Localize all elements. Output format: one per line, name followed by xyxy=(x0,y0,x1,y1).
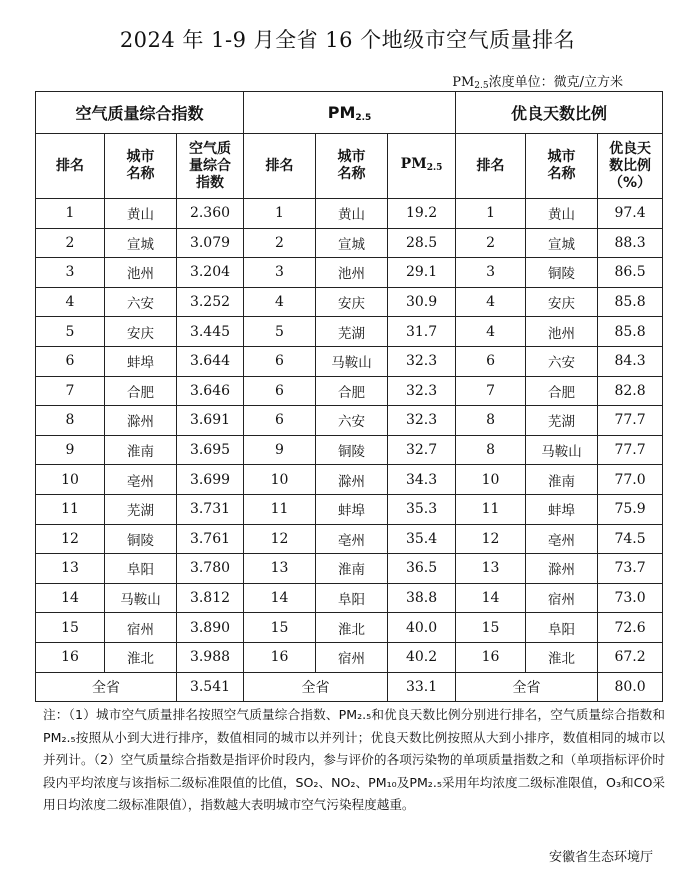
city-aqi: 安庆 xyxy=(105,317,177,347)
city-aqi: 宣城 xyxy=(105,228,177,258)
rank-aqi: 3 xyxy=(36,258,105,288)
rank-good: 10 xyxy=(456,465,526,495)
rank-aqi: 4 xyxy=(36,287,105,317)
header-rank: 排名 xyxy=(244,134,316,199)
city-good: 淮南 xyxy=(526,465,598,495)
rank-good: 2 xyxy=(456,228,526,258)
header-city xyxy=(105,134,177,199)
good-ratio-value: 85.8 xyxy=(598,317,663,347)
city-aqi: 淮南 xyxy=(105,435,177,465)
pm25-value: 34.3 xyxy=(388,465,456,495)
city-aqi: 蚌埠 xyxy=(105,346,177,376)
total-label-pm25: 全省 xyxy=(244,672,388,702)
pm25-value: 35.3 xyxy=(388,494,456,524)
table-row xyxy=(36,524,663,554)
city-pm25: 铜陵 xyxy=(316,435,388,465)
rank-aqi: 6 xyxy=(36,346,105,376)
city-good: 池州 xyxy=(526,317,598,347)
city-pm25: 合肥 xyxy=(316,376,388,406)
rank-good: 8 xyxy=(456,435,526,465)
unit-pm-label: PM xyxy=(452,75,475,90)
rank-aqi: 5 xyxy=(36,317,105,347)
table-row xyxy=(36,406,663,436)
rank-good: 13 xyxy=(456,554,526,584)
rank-aqi: 12 xyxy=(36,524,105,554)
table-row xyxy=(36,317,663,347)
rank-pm25: 6 xyxy=(244,346,316,376)
page-title: 2024 年 1-9 月全省 16 个地级市空气质量排名 xyxy=(119,28,576,52)
good-ratio-value: 84.3 xyxy=(598,346,663,376)
good-ratio-value: 85.8 xyxy=(598,287,663,317)
rank-good: 4 xyxy=(456,287,526,317)
rank-pm25: 4 xyxy=(244,287,316,317)
city-pm25: 滁州 xyxy=(316,465,388,495)
city-pm25: 阜阳 xyxy=(316,583,388,613)
rank-pm25: 11 xyxy=(244,494,316,524)
header-pm-label: PM xyxy=(400,155,427,172)
city-pm25: 六安 xyxy=(316,406,388,436)
city-pm25: 安庆 xyxy=(316,287,388,317)
city-good: 淮北 xyxy=(526,642,598,672)
header-aqi-line1: 空气质 xyxy=(189,140,231,157)
total-aqi-value: 3.541 xyxy=(177,672,244,702)
city-good: 铜陵 xyxy=(526,258,598,288)
aqi-value: 3.252 xyxy=(177,287,244,317)
pm25-value: 40.2 xyxy=(388,642,456,672)
rank-aqi: 2 xyxy=(36,228,105,258)
group-header-aqi: 空气质量综合指数 xyxy=(36,92,244,134)
table-row xyxy=(36,258,663,288)
footnote: 注：（1）城市空气质量排名按照空气质量综合指数、PM₂.₅和优良天数比例分别进行排名，空气质量综合指数和PM₂.₅按照从小到大进行排序，数值相同的城市以并列计；优良天数比例按照从大到小排序，数值相同的城市以并列计。（2）空气质量综合指数是指评价时段内，参与评价的各项污染物的单项质量指数之和（单项指标评价时段内平均浓度与该指标二级标准限值的比值，SO₂、NO₂、PM₁₀及PM₂.₅采用年均浓度二级标准限值，O₃和CO采用日均浓度二级标准限值），指数越大表明城市空气污染程度越重。 xyxy=(43,707,665,812)
aqi-value: 3.699 xyxy=(177,465,244,495)
rank-aqi: 1 xyxy=(36,199,105,229)
pm25-value: 31.7 xyxy=(388,317,456,347)
pm25-value: 30.9 xyxy=(388,287,456,317)
city-pm25: 宿州 xyxy=(316,642,388,672)
header-good-line2: 数比例 xyxy=(609,157,652,174)
aqi-value: 3.761 xyxy=(177,524,244,554)
issuer: 安徽省生态环境厅 xyxy=(548,850,653,865)
rank-pm25: 15 xyxy=(244,613,316,643)
table-row xyxy=(36,613,663,643)
rank-pm25: 10 xyxy=(244,465,316,495)
pm25-value: 32.3 xyxy=(388,406,456,436)
header-city-line2: 名称 xyxy=(337,166,366,182)
city-aqi: 六安 xyxy=(105,287,177,317)
city-good: 六安 xyxy=(526,346,598,376)
city-aqi: 铜陵 xyxy=(105,524,177,554)
rank-pm25: 3 xyxy=(244,258,316,288)
city-aqi: 马鞍山 xyxy=(105,583,177,613)
aqi-value: 3.695 xyxy=(177,435,244,465)
rank-aqi: 11 xyxy=(36,494,105,524)
rank-aqi: 10 xyxy=(36,465,105,495)
city-aqi: 淮北 xyxy=(105,642,177,672)
city-pm25: 淮南 xyxy=(316,554,388,584)
pm25-value: 28.5 xyxy=(388,228,456,258)
table-row xyxy=(36,228,663,258)
pm25-value: 32.7 xyxy=(388,435,456,465)
table-row xyxy=(36,435,663,465)
good-ratio-value: 77.0 xyxy=(598,465,663,495)
rank-aqi: 9 xyxy=(36,435,105,465)
ranking-table xyxy=(35,91,663,702)
rank-aqi: 15 xyxy=(36,613,105,643)
table-row xyxy=(36,346,663,376)
pm25-value: 32.3 xyxy=(388,346,456,376)
city-pm25: 马鞍山 xyxy=(316,346,388,376)
table-row xyxy=(36,199,663,229)
table-row xyxy=(36,287,663,317)
good-ratio-value: 77.7 xyxy=(598,435,663,465)
header-city-line1: 城市 xyxy=(126,149,155,165)
header-city xyxy=(526,134,598,199)
aqi-value: 3.644 xyxy=(177,346,244,376)
unit-text: 浓度单位：微克/立方米 xyxy=(488,75,623,90)
header-city-line2: 名称 xyxy=(126,166,155,182)
rank-good: 12 xyxy=(456,524,526,554)
rank-good: 11 xyxy=(456,494,526,524)
city-pm25: 芜湖 xyxy=(316,317,388,347)
rank-good: 3 xyxy=(456,258,526,288)
city-good: 宣城 xyxy=(526,228,598,258)
rank-good: 4 xyxy=(456,317,526,347)
city-good: 滁州 xyxy=(526,554,598,584)
header-rank: 排名 xyxy=(456,134,526,199)
city-pm25: 蚌埠 xyxy=(316,494,388,524)
aqi-value: 3.890 xyxy=(177,613,244,643)
province-total-row xyxy=(36,672,663,702)
group-pm-label: PM xyxy=(327,102,356,122)
city-good: 宿州 xyxy=(526,583,598,613)
ranking-rows xyxy=(36,199,663,673)
table-row xyxy=(36,376,663,406)
header-city xyxy=(316,134,388,199)
city-good: 安庆 xyxy=(526,287,598,317)
city-aqi: 宿州 xyxy=(105,613,177,643)
aqi-value: 3.731 xyxy=(177,494,244,524)
good-ratio-value: 73.0 xyxy=(598,583,663,613)
city-pm25: 黄山 xyxy=(316,199,388,229)
aqi-value: 3.079 xyxy=(177,228,244,258)
rank-good: 14 xyxy=(456,583,526,613)
aqi-value: 3.780 xyxy=(177,554,244,584)
header-good-ratio xyxy=(598,134,663,199)
pm25-value: 36.5 xyxy=(388,554,456,584)
rank-pm25: 16 xyxy=(244,642,316,672)
city-aqi: 芜湖 xyxy=(105,494,177,524)
group-header-row xyxy=(36,92,663,134)
table-row xyxy=(36,583,663,613)
rank-aqi: 14 xyxy=(36,583,105,613)
rank-aqi: 13 xyxy=(36,554,105,584)
city-aqi: 池州 xyxy=(105,258,177,288)
city-aqi: 黄山 xyxy=(105,199,177,229)
rank-pm25: 6 xyxy=(244,376,316,406)
rank-pm25: 5 xyxy=(244,317,316,347)
rank-aqi: 8 xyxy=(36,406,105,436)
aqi-value: 2.360 xyxy=(177,199,244,229)
rank-good: 6 xyxy=(456,346,526,376)
rank-pm25: 9 xyxy=(244,435,316,465)
rank-pm25: 2 xyxy=(244,228,316,258)
city-good: 阜阳 xyxy=(526,613,598,643)
header-pm25 xyxy=(388,134,456,199)
pm25-value: 40.0 xyxy=(388,613,456,643)
city-good: 马鞍山 xyxy=(526,435,598,465)
total-pm25-value: 33.1 xyxy=(388,672,456,702)
rank-good: 1 xyxy=(456,199,526,229)
good-ratio-value: 86.5 xyxy=(598,258,663,288)
city-good: 蚌埠 xyxy=(526,494,598,524)
pm25-value: 19.2 xyxy=(388,199,456,229)
header-aqi-line2: 量综合 xyxy=(189,157,231,174)
header-city-line1: 城市 xyxy=(337,149,366,165)
good-ratio-value: 77.7 xyxy=(598,406,663,436)
rank-aqi: 7 xyxy=(36,376,105,406)
city-good: 合肥 xyxy=(526,376,598,406)
table-row xyxy=(36,465,663,495)
pm25-value: 35.4 xyxy=(388,524,456,554)
good-ratio-value: 75.9 xyxy=(598,494,663,524)
city-pm25: 宣城 xyxy=(316,228,388,258)
city-pm25: 亳州 xyxy=(316,524,388,554)
total-good-value: 80.0 xyxy=(598,672,663,702)
header-aqi xyxy=(177,134,244,199)
pm25-value: 29.1 xyxy=(388,258,456,288)
total-label-aqi: 全省 xyxy=(36,672,177,702)
group-header-good-days: 优良天数比例 xyxy=(456,92,663,134)
table-row xyxy=(36,494,663,524)
rank-good: 8 xyxy=(456,406,526,436)
aqi-value: 3.445 xyxy=(177,317,244,347)
aqi-value: 3.204 xyxy=(177,258,244,288)
unit-note xyxy=(452,71,623,91)
header-city-line2: 名称 xyxy=(547,166,576,182)
total-label-good: 全省 xyxy=(456,672,598,702)
city-good: 芜湖 xyxy=(526,406,598,436)
header-rank: 排名 xyxy=(36,134,105,199)
rank-aqi: 16 xyxy=(36,642,105,672)
rank-good: 7 xyxy=(456,376,526,406)
sub-header-row xyxy=(36,134,663,199)
good-ratio-value: 73.7 xyxy=(598,554,663,584)
header-aqi-line3: 指数 xyxy=(196,174,224,191)
city-aqi: 亳州 xyxy=(105,465,177,495)
header-pm-subscript: 2.5 xyxy=(426,162,443,173)
pm25-value: 38.8 xyxy=(388,583,456,613)
header-good-line1: 优良天 xyxy=(609,140,652,157)
rank-pm25: 6 xyxy=(244,406,316,436)
aqi-value: 3.691 xyxy=(177,406,244,436)
rank-good: 16 xyxy=(456,642,526,672)
good-ratio-value: 97.4 xyxy=(598,199,663,229)
city-good: 黄山 xyxy=(526,199,598,229)
rank-pm25: 13 xyxy=(244,554,316,584)
aqi-value: 3.812 xyxy=(177,583,244,613)
city-aqi: 滁州 xyxy=(105,406,177,436)
header-city-line1: 城市 xyxy=(547,149,576,165)
rank-good: 15 xyxy=(456,613,526,643)
group-pm-subscript: 2.5 xyxy=(355,112,372,123)
good-ratio-value: 74.5 xyxy=(598,524,663,554)
unit-pm-subscript: 2.5 xyxy=(474,81,489,91)
city-good: 亳州 xyxy=(526,524,598,554)
pm25-value: 32.3 xyxy=(388,376,456,406)
table-row xyxy=(36,554,663,584)
rank-pm25: 1 xyxy=(244,199,316,229)
city-pm25: 池州 xyxy=(316,258,388,288)
aqi-value: 3.988 xyxy=(177,642,244,672)
table-row xyxy=(36,642,663,672)
good-ratio-value: 88.3 xyxy=(598,228,663,258)
group-header-pm25 xyxy=(244,92,456,134)
city-aqi: 合肥 xyxy=(105,376,177,406)
good-ratio-value: 82.8 xyxy=(598,376,663,406)
good-ratio-value: 67.2 xyxy=(598,642,663,672)
header-good-line3: （%） xyxy=(609,174,652,191)
aqi-value: 3.646 xyxy=(177,376,244,406)
city-aqi: 阜阳 xyxy=(105,554,177,584)
rank-pm25: 14 xyxy=(244,583,316,613)
city-pm25: 淮北 xyxy=(316,613,388,643)
good-ratio-value: 72.6 xyxy=(598,613,663,643)
rank-pm25: 12 xyxy=(244,524,316,554)
